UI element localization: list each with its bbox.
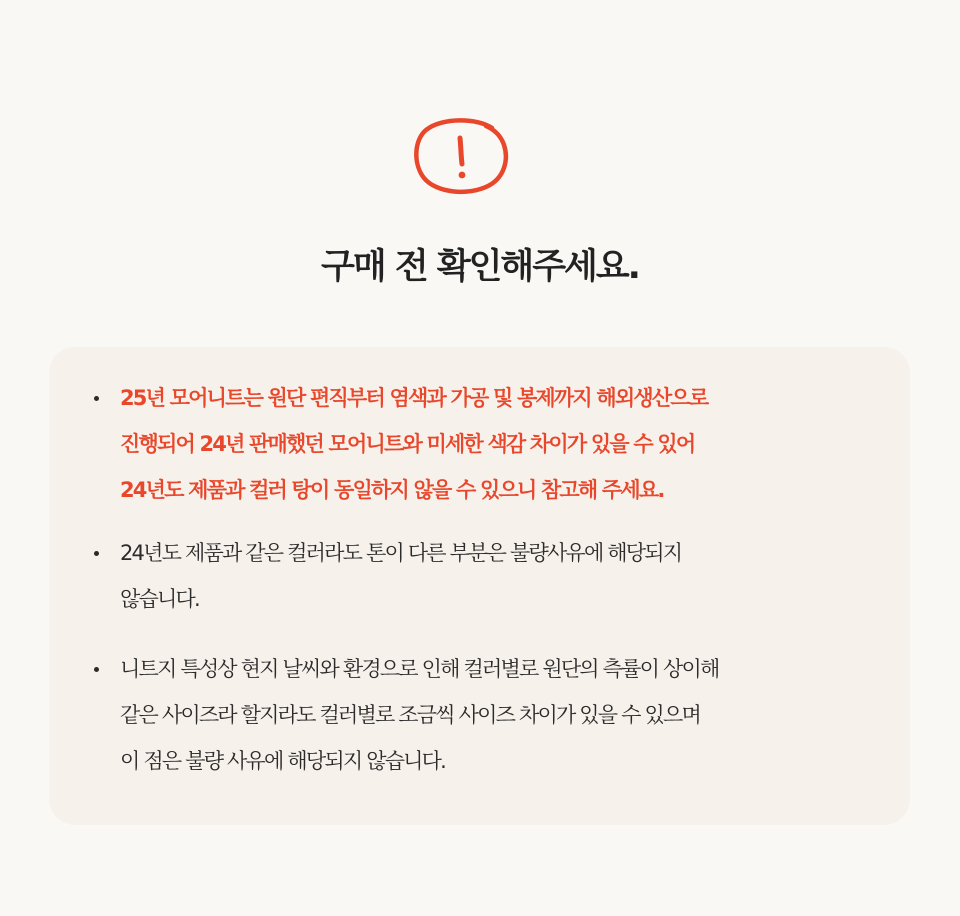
bullet-icon	[94, 396, 99, 401]
page-title: 구매 전 확인해주세요.	[321, 247, 639, 287]
notice-line: 24년도 제품과 컬러 탕이 동일하지 않을 수 있으니 참고해 주세요.	[120, 478, 664, 502]
bullet-icon	[94, 551, 99, 556]
notice-line: 니트지 특성상 현지 날씨와 환경으로 인해 컬러별로 원단의 측률이 상이해	[120, 657, 719, 681]
notice-line: 않습니다.	[120, 587, 199, 611]
notice-line: 이 점은 불량 사유에 해당되지 않습니다.	[120, 749, 446, 773]
notice-line: 24년도 제품과 같은 컬러라도 톤이 다른 부분은 불량사유에 해당되지	[120, 541, 682, 565]
notice-line: 진행되어 24년 판매했던 모어니트와 미세한 색감 차이가 있을 수 있어	[120, 432, 695, 456]
notice-box	[49, 347, 910, 825]
exclamation-circle-icon	[412, 118, 510, 196]
notice-line: 25년 모어니트는 원단 편직부터 염색과 가공 및 봉제까지 해외생산으로	[120, 386, 708, 410]
bullet-icon	[94, 667, 99, 672]
notice-line: 같은 사이즈라 할지라도 컬러별로 조금씩 사이즈 차이가 있을 수 있으며	[120, 703, 700, 727]
